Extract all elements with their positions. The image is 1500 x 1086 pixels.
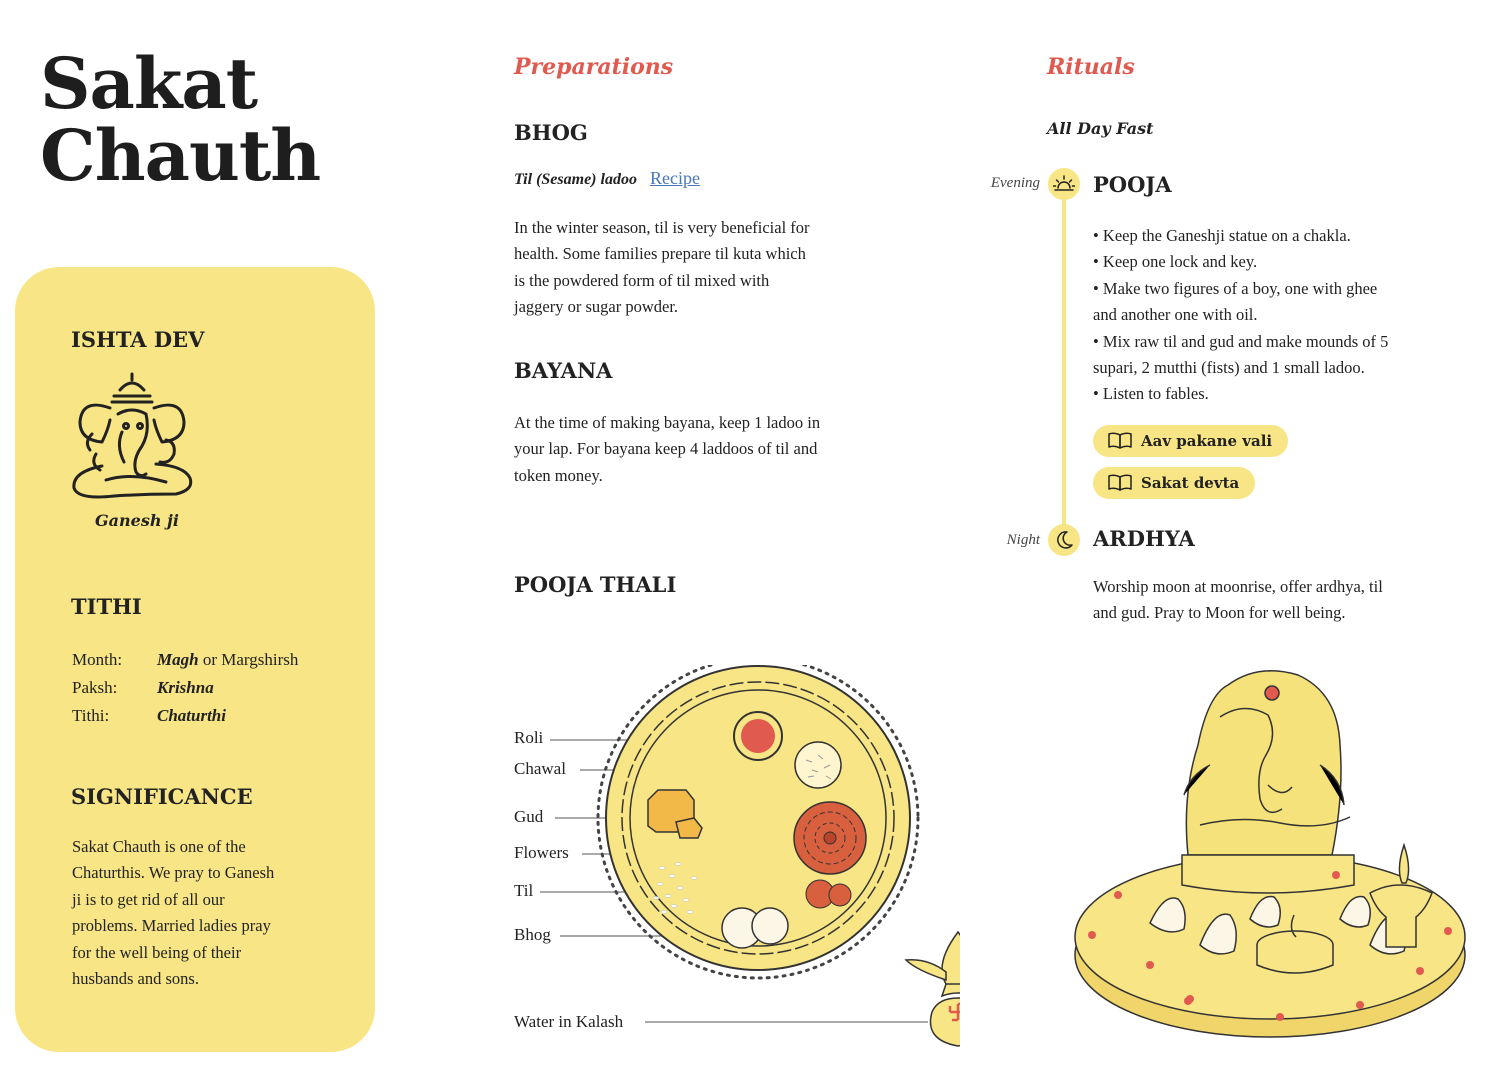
tithi-row-tithi	[72, 702, 298, 730]
pooja-thali-heading: POOJA THALI	[514, 572, 677, 597]
recipe-link[interactable]: Recipe	[650, 168, 701, 188]
text-line: • Keep one lock and key.	[1093, 252, 1258, 272]
text-line: and gud. Pray to Moon for well being.	[1093, 603, 1346, 623]
ardhya-heading: ARDHYA	[1093, 526, 1195, 551]
tithi-value: Chaturthi	[157, 706, 226, 725]
title-line1: Sakat	[40, 42, 258, 125]
ganesh-statue-illustration	[1070, 655, 1470, 1055]
thali-label-roli: Roli	[514, 728, 544, 747]
sunrise-icon	[1053, 175, 1075, 193]
bayana-text	[514, 410, 884, 489]
text-line: Chaturthis. We pray to Ganesh	[72, 863, 275, 883]
bhog-heading: BHOG	[514, 120, 588, 145]
tithi-value: Magh	[157, 650, 199, 669]
tithi-heading: TITHI	[71, 594, 142, 619]
bhog-item: Til (Sesame) ladoo	[514, 171, 637, 188]
sunrise-dot	[1048, 168, 1080, 200]
tithi-row-paksh	[72, 674, 298, 702]
story-label: Sakat devta	[1141, 474, 1240, 492]
page-title	[40, 42, 321, 197]
thali-illustration	[540, 665, 960, 1065]
significance-text	[72, 834, 362, 992]
bhog-item-row	[514, 168, 700, 189]
ardhya-time: Night	[1006, 532, 1040, 548]
thali-label-gud: Gud	[514, 807, 544, 826]
book-icon	[1107, 474, 1133, 492]
text-line: • Listen to fables.	[1093, 384, 1209, 404]
story-label: Aav pakane vali	[1141, 432, 1273, 450]
significance-heading: SIGNIFICANCE	[71, 784, 253, 809]
book-icon	[1107, 432, 1133, 450]
ardhya-text	[1093, 574, 1473, 627]
pooja-time: Evening	[990, 175, 1040, 191]
text-line: At the time of making bayana, keep 1 ladoo in	[514, 413, 821, 432]
text-line: • Make two figures of a boy, one with ghee	[1093, 278, 1378, 298]
text-line: Sakat Chauth is one of the	[72, 837, 246, 856]
preparations-title: Preparations	[514, 54, 674, 80]
tithi-suffix: or Margshirsh	[198, 650, 299, 669]
ritual-timeline	[1062, 200, 1066, 530]
moon-icon	[1054, 530, 1074, 550]
text-line: supari, 2 mutthi (fists) and 1 small ladoo.	[1093, 358, 1365, 378]
ganesh-icon	[66, 370, 198, 505]
story-button-sakat-devta[interactable]	[1093, 467, 1255, 499]
text-line: husbands and sons.	[72, 969, 199, 989]
rituals-title: Rituals	[1047, 54, 1135, 80]
thali-label-flowers: Flowers	[514, 843, 569, 862]
tithi-key: Paksh:	[72, 678, 118, 697]
text-line: token money.	[514, 465, 603, 485]
tithi-row-month	[72, 646, 298, 674]
text-line: ji is to get rid of all our	[72, 889, 225, 909]
bayana-heading: BAYANA	[514, 358, 613, 383]
title-line2: Chauth	[40, 114, 321, 197]
thali-label-bhog: Bhog	[514, 925, 551, 944]
tithi-key: Tithi:	[72, 706, 110, 725]
text-line: • Keep the Ganeshji statue on a chakla.	[1093, 226, 1351, 245]
text-line: jaggery or sugar powder.	[514, 297, 679, 317]
text-line: for the well being of their	[72, 942, 242, 962]
tithi-key: Month:	[72, 650, 123, 669]
thali-label-kalash: Water in Kalash	[514, 1012, 624, 1031]
bhog-text	[514, 215, 884, 321]
tithi-table	[72, 646, 298, 730]
moon-dot	[1048, 524, 1080, 556]
text-line: health. Some families prepare til kuta which	[514, 244, 806, 264]
pooja-steps	[1093, 223, 1473, 408]
text-line: and another one with oil.	[1093, 305, 1258, 325]
text-line: your lap. For bayana keep 4 laddoos of til and	[514, 439, 818, 459]
text-line: Worship moon at moonrise, offer ardhya, til	[1093, 577, 1383, 596]
text-line: In the winter season, til is very beneficial for	[514, 218, 810, 237]
thali-label-chawal: Chawal	[514, 759, 566, 778]
story-button-aav-pakane-vali[interactable]	[1093, 425, 1288, 457]
pooja-heading: POOJA	[1093, 172, 1172, 197]
fast-label: All Day Fast	[1047, 119, 1154, 138]
thali-label-til: Til	[514, 881, 534, 900]
text-line: is the powdered form of til mixed with	[514, 270, 770, 290]
text-line: problems. Married ladies pray	[72, 916, 271, 936]
tithi-value: Krishna	[157, 678, 214, 697]
ishta-dev-heading: ISHTA DEV	[71, 327, 205, 352]
text-line: • Mix raw til and gud and make mounds of 5	[1093, 331, 1389, 351]
ishta-dev-caption: Ganesh ji	[95, 511, 179, 530]
